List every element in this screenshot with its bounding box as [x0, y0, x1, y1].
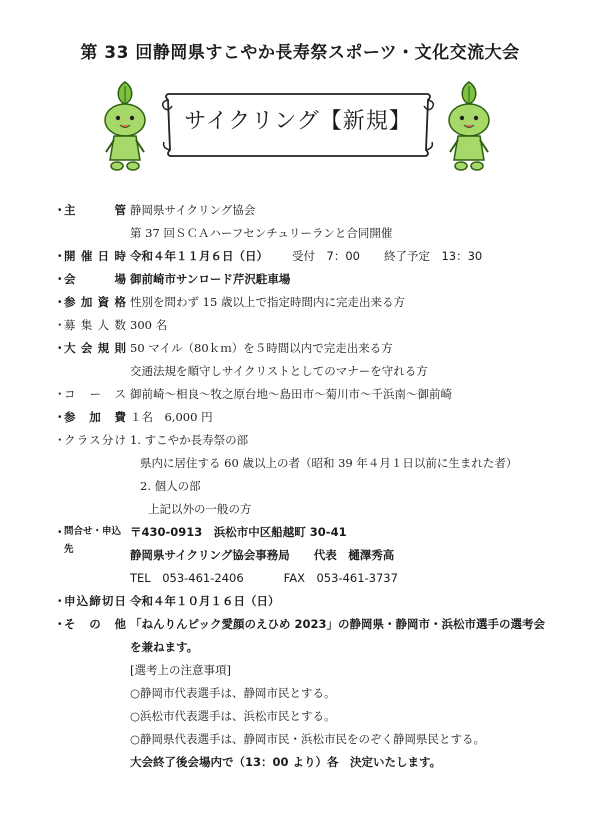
value-selection-3: ○静岡県代表選手は、静岡市民・浜松市民をのぞく静岡県民とする。	[130, 732, 486, 746]
value-rules-2: 交通法規を順守しサイクリストとしてのマナーを守れる方	[130, 364, 428, 378]
row-decision	[0, 753, 600, 775]
value-venue: 御前崎市サンロード芹沢駐車場	[130, 272, 291, 286]
label-deadline: ・ 申込締切日	[54, 594, 126, 608]
mascot-left-illustration	[100, 78, 150, 178]
representative: 代表 樋澤秀高	[313, 548, 395, 562]
row-class-2-desc	[0, 500, 600, 522]
banner-title: サイクリング【新規】	[184, 109, 412, 134]
row-organizer	[0, 201, 600, 223]
value-capacity: 300 名	[130, 318, 168, 332]
label-rules: ・ 大会規則	[54, 341, 126, 355]
label-eligibility: ・ 参加資格	[54, 295, 126, 309]
value-class-2: 2. 個人の部	[140, 479, 201, 493]
value-class-1: 1. すこやか長寿祭の部	[130, 433, 249, 447]
event-date: 令和４年１１月６日（日）	[130, 249, 268, 263]
label-fee: ・ 参加費	[54, 410, 126, 424]
label-datetime: ・ 開催日時	[54, 249, 126, 263]
office-name: 静岡県サイクリング協会事務局	[130, 548, 290, 562]
row-selection-3	[0, 730, 600, 752]
row-selection-header	[0, 661, 600, 683]
reception-time: 受付 7：00	[292, 249, 360, 263]
page-title: 第 33 回静岡県すこやか長寿祭スポーツ・文化交流大会	[80, 43, 520, 63]
row-classes	[0, 431, 600, 453]
row-capacity	[0, 316, 600, 338]
label-contact: ・ 問合せ・申込先	[54, 525, 122, 555]
label-classes: ・ クラス分け	[54, 433, 126, 447]
fax-number: FAX 053-461-3737	[283, 571, 398, 585]
row-eligibility	[0, 293, 600, 315]
value-rules-1: 50 マイル（80ｋｍ）を５時間以内で完走出来る方	[130, 341, 393, 355]
row-contact-office	[0, 546, 600, 568]
row-selection-1	[0, 684, 600, 706]
value-contact-address: 〒430-0913 浜松市中区船越町 30-41	[130, 525, 347, 539]
row-other-2	[0, 638, 600, 660]
label-course: ・ コース	[54, 387, 126, 401]
row-contact-phone	[0, 569, 600, 591]
row-rules	[0, 339, 600, 361]
value-datetime	[130, 247, 560, 265]
label-capacity: ・ 募集人数	[54, 318, 126, 332]
value-decision: 大会終了後会場内で（13：00 より）各 決定いたします。	[130, 755, 442, 769]
row-venue	[0, 270, 600, 292]
value-selection-header: [選考上の注意事項]	[130, 663, 231, 677]
row-datetime	[0, 247, 600, 269]
value-class-1-desc: 県内に居住する 60 歳以上の者（昭和 39 年４月１日以前に生まれた者）	[140, 456, 518, 470]
row-other	[0, 615, 600, 637]
mascot-right-illustration	[444, 78, 494, 178]
value-other-1: 「ねんりんピック愛顔のえひめ 2023」の静岡県・静岡市・浜松市選手の選考会	[130, 617, 546, 631]
row-rules-2	[0, 362, 600, 384]
value-eligibility: 性別を問わず 15 歳以上で指定時間内に完走出来る方	[130, 295, 405, 309]
label-organizer: ・ 主 管	[54, 203, 126, 217]
value-other-2: を兼ねます。	[130, 640, 199, 654]
value-selection-1: ○静岡市代表選手は、静岡市民とする。	[130, 686, 336, 700]
value-contact-office	[130, 546, 560, 564]
row-class-1-desc	[0, 454, 600, 476]
value-selection-2: ○浜松市代表選手は、浜松市民とする。	[130, 709, 336, 723]
row-class-2	[0, 477, 600, 499]
value-fee: １名 6,000 円	[130, 410, 213, 424]
row-co-event	[0, 224, 600, 246]
tel-number: TEL 053-461-2406	[130, 571, 244, 585]
value-class-2-desc: 上記以外の一般の方	[148, 502, 252, 516]
value-contact-phone	[130, 569, 560, 587]
row-fee	[0, 408, 600, 430]
label-venue: ・ 会 場	[54, 272, 126, 286]
value-deadline: 令和４年１０月１６日（日）	[130, 594, 280, 608]
label-other: ・ そ の 他	[54, 617, 126, 631]
row-deadline	[0, 592, 600, 614]
value-course: 御前崎～相良～牧之原台地～島田市～菊川市～千浜南～御前崎	[130, 387, 452, 401]
end-time: 終了予定 13：30	[383, 249, 483, 263]
value-organizer: 静岡県サイクリング協会	[130, 203, 256, 217]
row-selection-2	[0, 707, 600, 729]
row-course	[0, 385, 600, 407]
value-co-event: 第 37 回ＳＣＡハーフセンチュリーランと合同開催	[130, 226, 393, 240]
